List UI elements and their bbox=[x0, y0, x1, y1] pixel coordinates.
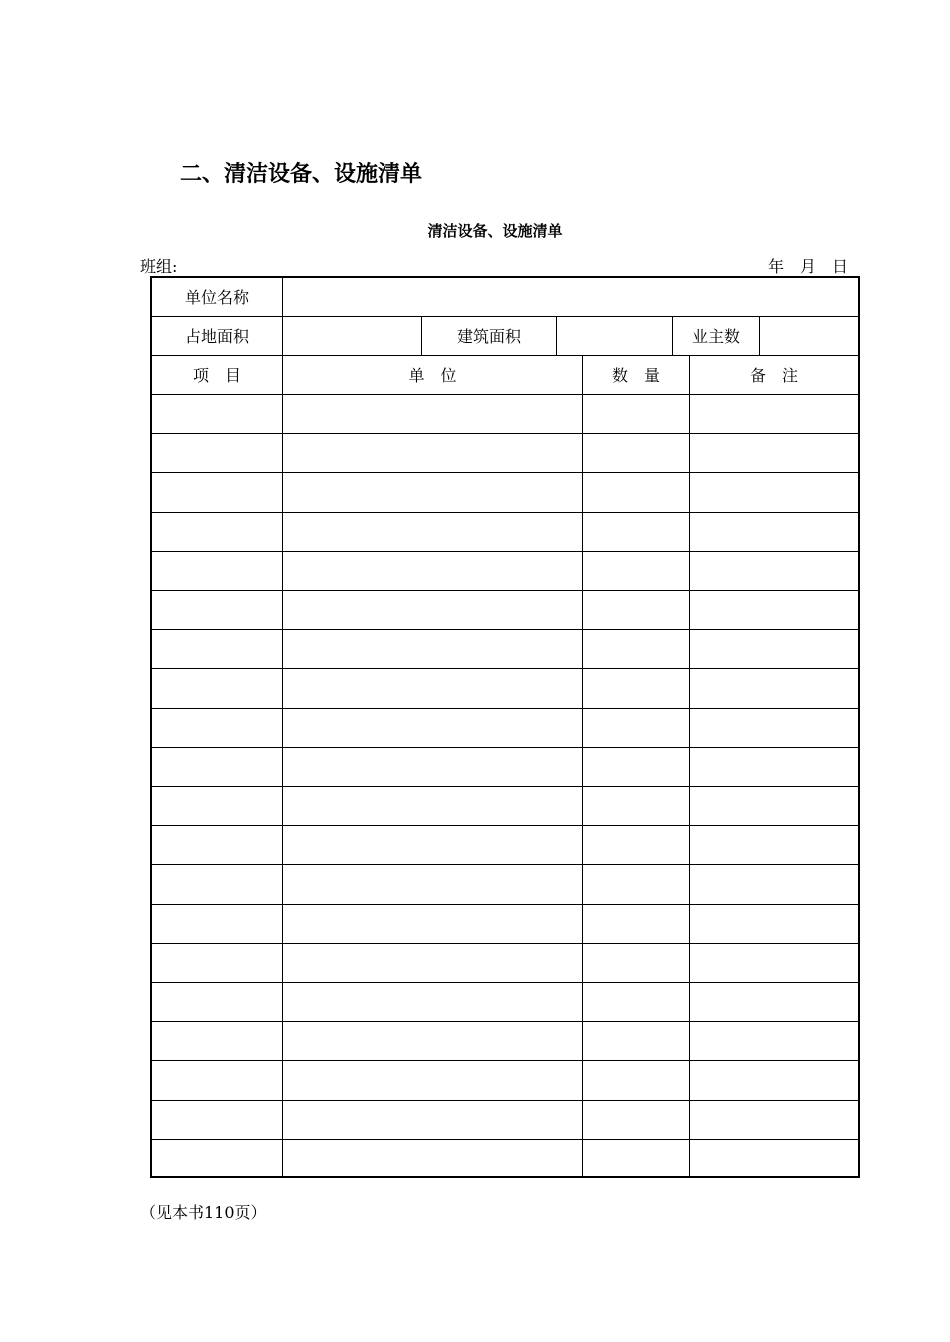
land-area-label: 占地面积 bbox=[184, 327, 249, 346]
table-row[interactable] bbox=[152, 668, 858, 707]
row-divider bbox=[152, 316, 858, 317]
column-header-remarks: 备 注 bbox=[749, 366, 798, 385]
table-row[interactable] bbox=[152, 786, 858, 825]
table-row[interactable] bbox=[152, 433, 858, 472]
owner-count-field[interactable] bbox=[760, 317, 858, 355]
date-label: 年 月 日 bbox=[767, 257, 848, 276]
table-row[interactable] bbox=[152, 1021, 858, 1060]
owner-count-label: 业主数 bbox=[691, 327, 740, 346]
table-row[interactable] bbox=[152, 629, 858, 668]
row-divider bbox=[152, 355, 858, 356]
building-area-field[interactable] bbox=[557, 317, 672, 355]
unit-name-field[interactable] bbox=[283, 278, 858, 316]
unit-name-label: 单位名称 bbox=[184, 288, 249, 307]
column-header-item: 项 目 bbox=[192, 366, 241, 385]
table-row[interactable] bbox=[152, 472, 858, 511]
section-heading: 二、清洁设备、设施清单 bbox=[180, 162, 423, 187]
table-row[interactable] bbox=[152, 394, 858, 433]
land-area-field[interactable] bbox=[283, 317, 421, 355]
column-header-unit: 单 位 bbox=[408, 366, 457, 385]
table-row[interactable] bbox=[152, 512, 858, 551]
building-area-label: 建筑面积 bbox=[456, 327, 521, 346]
equipment-list-table bbox=[150, 276, 860, 1178]
table-row[interactable] bbox=[152, 708, 858, 747]
table-row[interactable] bbox=[152, 590, 858, 629]
table-row[interactable] bbox=[152, 825, 858, 864]
table-row[interactable] bbox=[152, 1060, 858, 1099]
table-row[interactable] bbox=[152, 551, 858, 590]
column-header-quantity: 数 量 bbox=[611, 366, 660, 385]
table-row[interactable] bbox=[152, 904, 858, 943]
team-label: 班组: bbox=[140, 257, 178, 276]
table-row[interactable] bbox=[152, 1100, 858, 1139]
form-title: 清洁设备、设施清单 bbox=[427, 222, 563, 240]
table-row[interactable] bbox=[152, 943, 858, 982]
table-body bbox=[152, 394, 858, 1176]
page-reference-note: （见本书110页） bbox=[140, 1203, 267, 1222]
table-row[interactable] bbox=[152, 982, 858, 1021]
table-row[interactable] bbox=[152, 747, 858, 786]
table-row[interactable] bbox=[152, 864, 858, 903]
table-row[interactable] bbox=[152, 1139, 858, 1178]
